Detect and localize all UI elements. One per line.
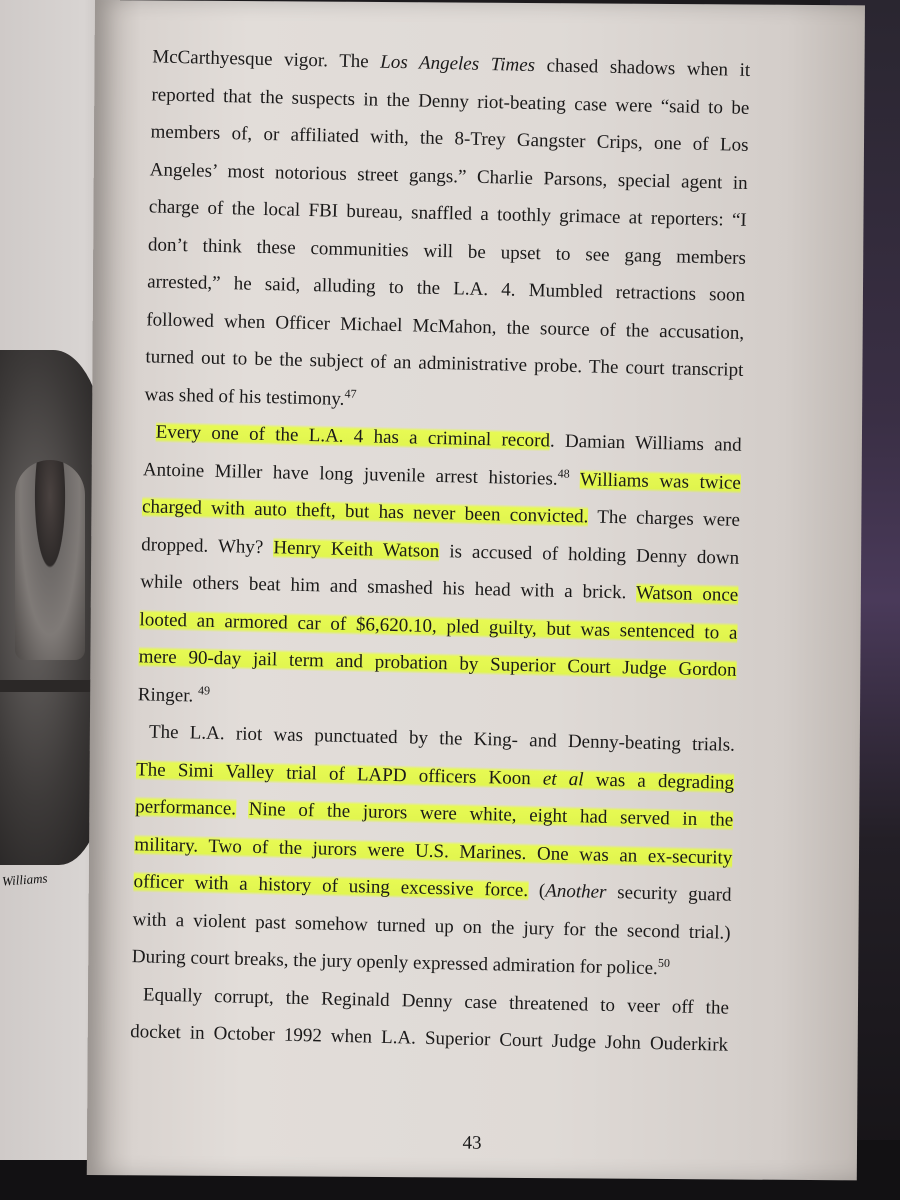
text-segment: docket in October 1992 when L.A. Superior Court Judge John Ouderkirk bbox=[129, 1021, 729, 1056]
text-segment: security guard bbox=[606, 881, 732, 906]
text-segment: charge of the local FBI bureau, snaffled a toothly grimace at reporters: “I bbox=[148, 196, 747, 231]
text-segment: with a violent past somehow turned up on the jury for the second trial.) bbox=[132, 908, 731, 944]
text-segment: arrested,” he said, alluding to the L.A. 4. Mumbled retractions soon bbox=[146, 271, 746, 306]
page-number: 43 bbox=[462, 1132, 482, 1154]
footnote-marker: 48 bbox=[557, 465, 570, 481]
footnote-marker: 49 bbox=[197, 682, 211, 698]
text-segment: turned out to be the subject of an administrative probe. The court transcript bbox=[145, 346, 744, 381]
highlighted-text: looted an armored car of $6,620.10, pled guilty, but was sentenced to a bbox=[139, 608, 738, 644]
highlighted-text: Nine of the jurors were white, eight had served in the bbox=[248, 798, 734, 831]
highlighted-text: mere 90-day jail term and probation by Superior Court Judge Gordon bbox=[138, 646, 737, 681]
text-segment: ( bbox=[527, 880, 546, 902]
text-segment: The charges were bbox=[588, 506, 741, 531]
photo-caption: Williams bbox=[1, 870, 48, 889]
text-segment: don’t think these communities will be upset to see gang members bbox=[147, 233, 747, 269]
text-segment: Antoine Miller have long juvenile arrest histories. bbox=[142, 458, 558, 490]
text-segment: members of, or affiliated with, the 8-Trey Gangster Crips, one of Los bbox=[150, 121, 749, 156]
highlighted-text: was a degrading bbox=[583, 768, 735, 794]
footnote-marker: 50 bbox=[657, 955, 671, 971]
text-segment: followed when Officer Michael McMahon, the source of the accusation, bbox=[146, 308, 745, 344]
text-segment: is accused of holding Denny down bbox=[439, 540, 740, 569]
body-text bbox=[130, 38, 751, 1064]
text-segment: . Damian Williams and bbox=[549, 430, 742, 456]
photo-person bbox=[15, 460, 85, 660]
text-segment bbox=[569, 468, 580, 489]
text-segment: dropped. Why? bbox=[141, 533, 274, 558]
highlighted-text: performance. bbox=[135, 796, 237, 820]
text-segment: Ringer. bbox=[137, 683, 199, 707]
text-segment: while others beat him and smashed his head with a brick. bbox=[140, 571, 637, 604]
text-segment bbox=[236, 798, 249, 819]
highlighted-text: Every one of the L.A. 4 has a criminal record bbox=[155, 421, 551, 452]
text-segment: The L.A. riot was punctuated by the King- and Denny-beating trials. bbox=[148, 721, 736, 756]
text-segment: Los Angeles Times bbox=[380, 51, 536, 77]
text-segment: During court breaks, the jury openly expressed admiration for police. bbox=[131, 946, 659, 980]
highlighted-text: Watson once bbox=[635, 582, 739, 606]
highlighted-text: officer with a history of using excessive force. bbox=[133, 871, 529, 902]
footnote-marker: 47 bbox=[344, 386, 357, 401]
text-segment: was shed of his testimony. bbox=[144, 383, 345, 410]
text-segment: Another bbox=[545, 880, 607, 903]
highlighted-text: charged with auto theft, but has never been convicted. bbox=[141, 496, 589, 528]
highlighted-text: The Simi Valley trial of LAPD officers Koon bbox=[135, 758, 544, 789]
text-segment: chased shadows when it bbox=[534, 55, 751, 81]
highlighted-text: military. Two of the jurors were U.S. Marines. One was an ex-security bbox=[134, 833, 733, 869]
text-segment: Equally corrupt, the Reginald Denny case threatened to veer off the bbox=[142, 983, 730, 1019]
text-segment: reported that the suspects in the Denny riot-beating case were “said to be bbox=[151, 83, 750, 119]
text-segment: Angeles’ most notorious street gangs.” Charlie Parsons, special agent in bbox=[149, 158, 748, 194]
text-segment: McCarthyesque vigor. The bbox=[152, 46, 381, 73]
book-page bbox=[87, 0, 865, 1180]
highlighted-text: et al bbox=[542, 767, 584, 790]
highlighted-text: Williams was twice bbox=[579, 468, 742, 494]
highlighted-text: Henry Keith Watson bbox=[273, 536, 440, 562]
